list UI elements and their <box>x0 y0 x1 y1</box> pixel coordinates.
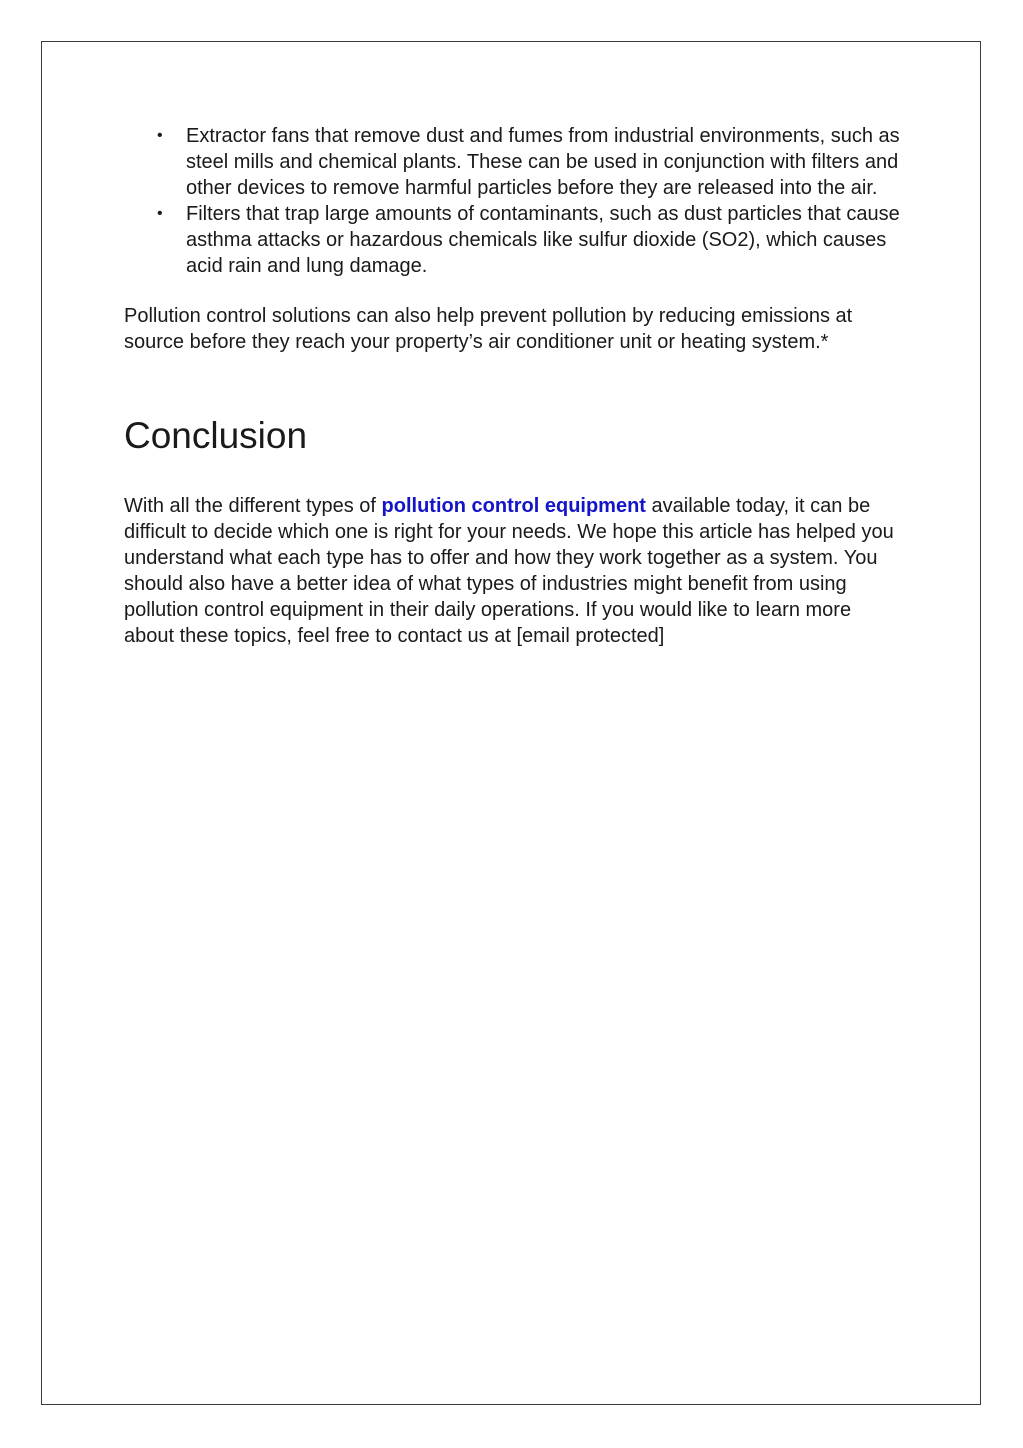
bullet-marker: • <box>157 205 163 222</box>
bullet-list <box>124 123 904 279</box>
document-body <box>124 123 904 649</box>
conclusion-heading: Conclusion <box>124 415 308 456</box>
conclusion-text-after-link: available today, it can be difficult to decide which one is right for your needs. We hope this article has helped you understand what each type has to offer and how they work together as a system. You should also have a better idea of what types of industries might benefit from using pollution control equipment in their daily operations. If you would like to learn more about these topics, feel free to contact us at [email protected] <box>124 495 894 647</box>
list-item-text: Extractor fans that remove dust and fumes from industrial environments, such as steel mills and chemical plants. These can be used in conjunction with filters and other devices to remove harmful particles before they are released into the air. <box>186 125 900 199</box>
pollution-control-equipment-link[interactable]: pollution control equipment <box>381 495 646 517</box>
conclusion-paragraph <box>124 493 904 649</box>
paragraph-pollution-solutions: Pollution control solutions can also help prevent pollution by reducing emissions at source before they reach your property’s air conditioner unit or heating system.* <box>124 305 853 353</box>
list-item <box>124 123 904 201</box>
list-item <box>124 201 904 279</box>
conclusion-text-before-link: With all the different types of <box>124 495 382 517</box>
list-item-text: Filters that trap large amounts of contaminants, such as dust particles that cause asthma attacks or hazardous chemicals like sulfur dioxide (SO2), which causes acid rain and lung damage. <box>186 203 900 277</box>
bullet-marker: • <box>157 127 163 144</box>
